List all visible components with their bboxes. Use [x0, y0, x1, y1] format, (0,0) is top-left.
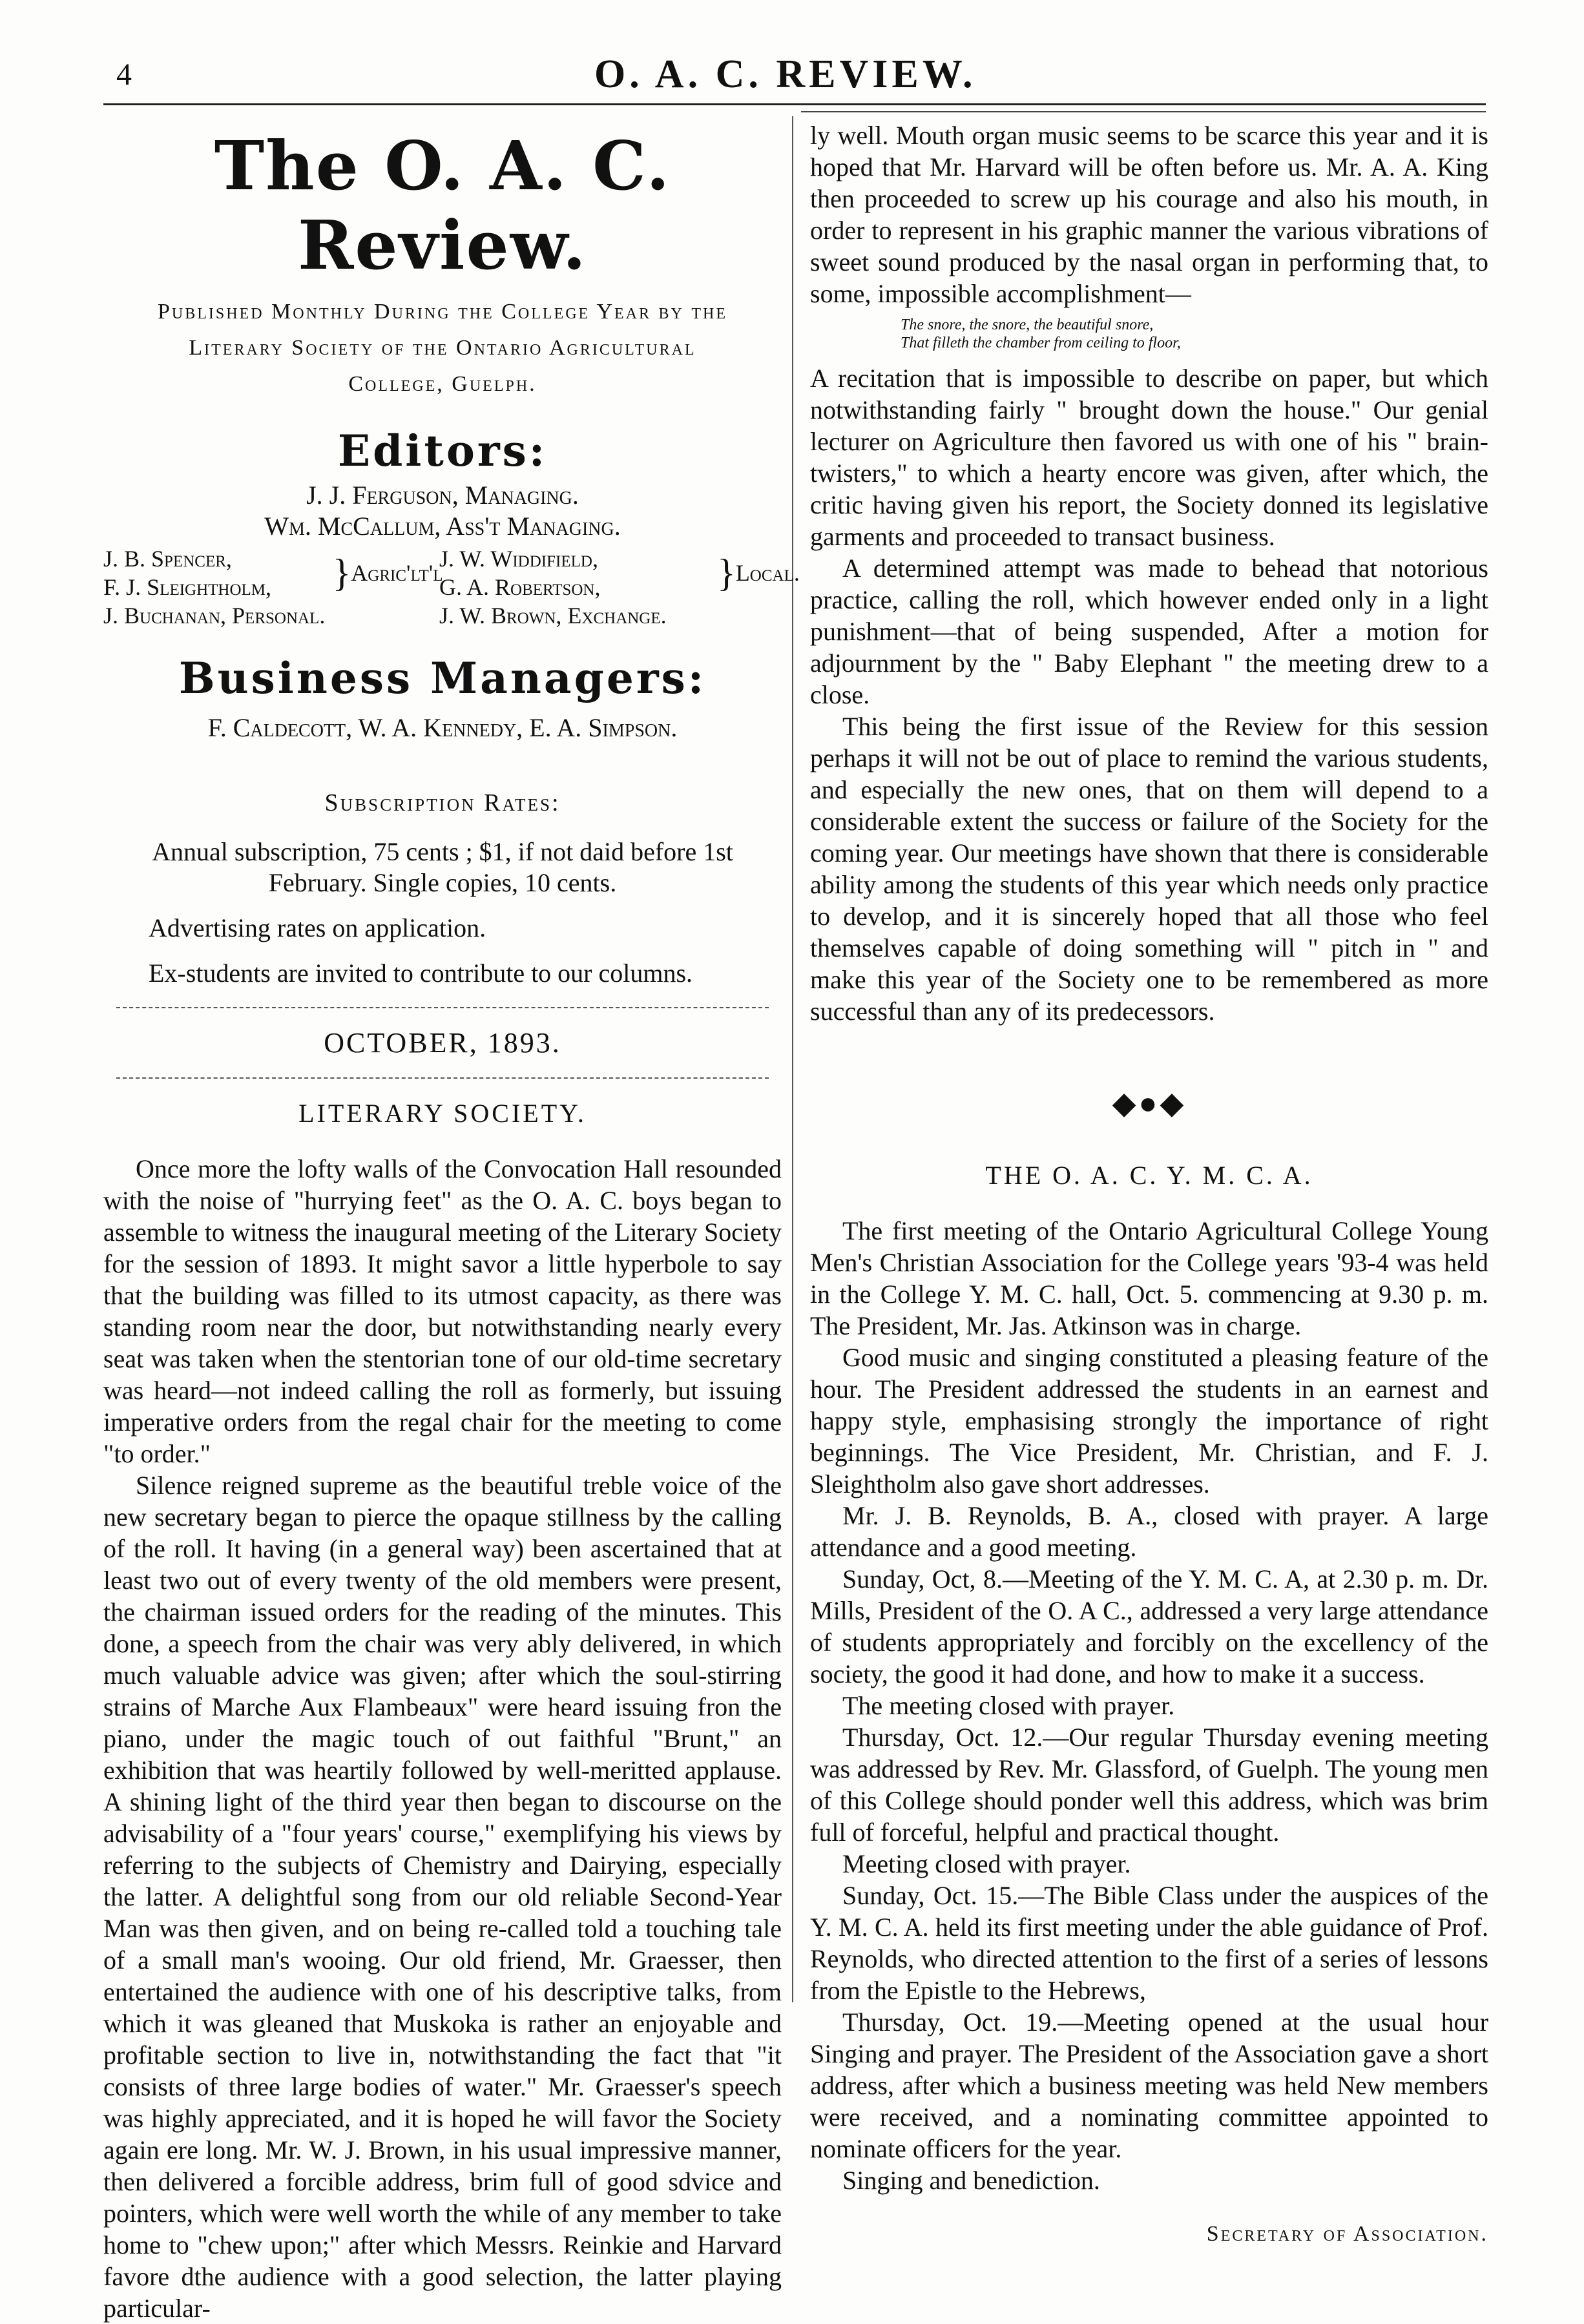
literary-paragraph-2: Silence reigned supreme as the beautiful treble voice of the new secretary began to pierce the opaque stillness by the calling of the roll. It having (in a general way) been ascertained that at least two out of every twenty of the old members were present, the chairman issued orders for the reading of the minutes. This done, a speech from the chair was very ably delivered, in which much valuable advice was given; after which the soul-stirring strains of Marche Aux Flambeaux" were heard issuing fron the piano, under the magic touch of out faithful "Brunt," an exhibition that was heartily followed by well-meritted applause. A shining light of the third year then began to discourse on the advisability of a "four years' course," exemplifying his views by referring to the subjects of Chemistry and Dairying, especially the latter. A delightful song from our old reliable Second-Year Man was then given, and on being re-called told a touching tale of a small man's wooing. Our old friend, Mr. Graesser, then entertained the audience with one of his descriptive talks, from which it was gleaned that Muskoka is rather an enjoyable and profitable section to live in, notwithstanding the fact that "it consists of three large bodies of water." Mr. Graesser's speech was highly appreciated, and it is hoped he will favor the Society again ere long. Mr. W. J. Brown, in his usual impressive manner, then delivered a forcible address, brim full of good sdvice and pointers, which were well worth the while of any member to take home to "chew upon;" after which Messrs. Reinkie and Harvard favore dthe audience with a good selection, the latter playing particular- — [103, 1471, 782, 2323]
page-header — [103, 52, 1486, 103]
business-heading: Business Managers: — [178, 653, 707, 703]
agric-group — [332, 545, 443, 601]
local-label: Local. — [735, 560, 800, 586]
literary-paragraph-5: A determined attempt was made to behead that notorious practice, calling the roll, which however ended only in a light punishment—that of being suspended, After a motion for adjournment by the " Baby Elephant " the meeting drew to a close. — [810, 554, 1488, 709]
ex-students-line: Ex-students are invited to contribute to our columns. — [149, 959, 693, 988]
brace-left: } — [332, 552, 351, 594]
masthead-title: The O. A. C. Review. — [214, 126, 671, 285]
published-line-1: Published Monthly During the College Year by the — [157, 300, 728, 324]
section-ornament: ◆●◆ — [1112, 1086, 1187, 1121]
editor-spencer: J. B. Spencer, — [103, 546, 232, 572]
ymca-paragraph-4: Sunday, Oct, 8.—Meeting of the Y. M. C. A, at 2.30 p. m. Dr. Mills, President of the O. A C., addressed a very large attendance of students appropriately and forcibly on the excellency of the society, the good it had done, and how to make it a success. — [810, 1564, 1488, 1688]
business-names: F. Caldecott, W. A. Kennedy, E. A. Simpson. — [207, 713, 678, 742]
literary-paragraph-3: ly well. Mouth organ music seems to be scarce this year and it is hoped that Mr. Harvard will be often before us. Mr. A. A. King then proceeded to screw up his courage and also his mouth, in order to represent in his graphic manner the various vibrations of sweet sound produced by the nasal organ in performing that, to some, impossible accomplishment— — [810, 121, 1488, 308]
ymca-paragraph-5: The meeting closed with prayer. — [842, 1691, 1175, 1720]
editor-sleightholm: F. J. Sleightholm, — [103, 574, 272, 600]
ymca-paragraph-9: Thursday, Oct. 19.—Meeting opened at the usual hour Singing and prayer. The President of the Association gave a short address, after which a business meeting was held New members were received, and a nominating committee appointed to nominate officers for the year. — [810, 2008, 1488, 2163]
running-title: O. A. C. REVIEW. — [594, 52, 977, 96]
subscription-heading: Subscription Rates: — [324, 789, 561, 816]
column-divider — [792, 116, 793, 2002]
ymca-title: THE O. A. C. Y. M. C. A. — [985, 1161, 1313, 1190]
editor-asst: Wm. McCallum, Ass't Managing. — [264, 512, 621, 541]
page-number: 4 — [116, 57, 132, 92]
editor-robertson: G. A. Robertson, — [439, 574, 601, 600]
ymca-paragraph-10: Singing and benediction. — [842, 2166, 1100, 2195]
brace-right: } — [717, 552, 736, 594]
literary-paragraph-4: A recitation that is impossible to describe on paper, but which notwithstanding fairly " brought down the house." Our genial lecturer on Agriculture then favored us with one of his " brain-twisters," to which a hearty encore was given, after which, the critic having given his report, the Society donned its legislative garments and proceeded to transact business. — [810, 364, 1488, 551]
ymca-paragraph-8: Sunday, Oct. 15.—The Bible Class under the auspices of the Y. M. C. A. held its first meeting under the able guidance of Prof. Reynolds, who directed attention to the first of a series of lessons from the Epistle to the Hebrews, — [810, 1881, 1488, 2005]
ymca-signature: Secretary of Association. — [1206, 2222, 1488, 2246]
advertising-line: Advertising rates on application. — [149, 913, 486, 942]
right-column — [810, 119, 1488, 2246]
poem-line-1: The snore, the snore, the beautiful snore, — [901, 316, 1154, 333]
editor-managing: J. J. Ferguson, Managing. — [306, 481, 579, 510]
literary-society-title: LITERARY SOCIETY. — [298, 1099, 587, 1128]
poem-line-2: That filleth the chamber from ceiling to floor, — [901, 335, 1181, 351]
subscription-line2: February. Single copies, 10 cents. — [268, 868, 617, 897]
poem-quote — [901, 316, 1488, 352]
agric-label: Agric'lt'l — [351, 560, 443, 586]
divider-rule — [116, 1007, 769, 1008]
published-line-3: College, Guelph. — [348, 372, 537, 396]
ymca-paragraph-6: Thursday, Oct. 12.—Our regular Thursday evening meeting was addressed by Rev. Mr. Glassford, of Guelph. The young men of this College should ponder well this address, which was brim full of forceful, helpful and practical thought. — [810, 1723, 1488, 1847]
editor-buchanan: J. Buchanan, Personal. — [103, 603, 326, 628]
ymca-paragraph-1: The first meeting of the Ontario Agricultural College Young Men's Christian Association for the College years '93-4 was held in the College Y. M. C. hall, Oct. 5. commencing at 9.30 p. m. The President, Mr. Jas. Atkinson was in charge. — [810, 1216, 1488, 1340]
published-line — [103, 294, 782, 402]
literary-paragraph-6: This being the first issue of the Review for this session perhaps it will not be out of place to remind the various students, and especially the new ones, that on them will depend to a considerable extent the success or failure of the Society for the coming year. Our meetings have shown that there is considerable ability among the students of this year which needs only practice to develop, and it is sincerely hoped that all those who feel themselves capable of doing something will " pitch in " and make this year of the Society one to be remembered as more successful than any of its predecessors. — [810, 712, 1488, 1026]
ymca-paragraph-7: Meeting closed with prayer. — [842, 1849, 1131, 1878]
literary-paragraph-1: Once more the lofty walls of the Convocation Hall resounded with the noise of "hurrying feet" as the O. A. C. boys began to assemble to witness the inaugural meeting of the Literary Society for the session of 1893. It might savor a little hyperbole to say that the building was filled to its utmost capacity, as there was standing room near the door, but notwithstanding nearly every seat was taken when the stentorian tone of our old-time secretary was heard—not indeed calling the roll as formerly, but issuing imperative orders from the regal chair for the meeting to come "to order." — [103, 1154, 782, 1468]
editors-heading: Editors: — [337, 426, 548, 476]
header-rule — [103, 103, 1486, 105]
local-group — [717, 545, 800, 601]
subscription-line1: Annual subscription, 75 cents ; $1, if not daid before 1st — [152, 837, 733, 866]
ymca-paragraph-3: Mr. J. B. Reynolds, B. A., closed with prayer. A large attendance and a good meeting. — [810, 1501, 1488, 1562]
divider-rule — [116, 1077, 769, 1079]
left-column — [103, 119, 800, 2324]
ymca-paragraph-2: Good music and singing constituted a pleasing feature of the hour. The President addressed the students in an earnest and happy style, emphasising strongly the importance of right beginnings. The Vice President, Mr. Christian, and F. J. Sleightholm also gave short addresses. — [810, 1343, 1488, 1499]
published-line-2: Literary Society of the Ontario Agricultural — [189, 336, 696, 360]
editor-brown: J. W. Brown, Exchange. — [439, 603, 667, 628]
editor-widdifield: J. W. Widdifield, — [439, 546, 598, 572]
editors-grid — [103, 545, 800, 630]
header-rule-secondary — [801, 111, 1486, 112]
issue-date: OCTOBER, 1893. — [324, 1027, 561, 1059]
